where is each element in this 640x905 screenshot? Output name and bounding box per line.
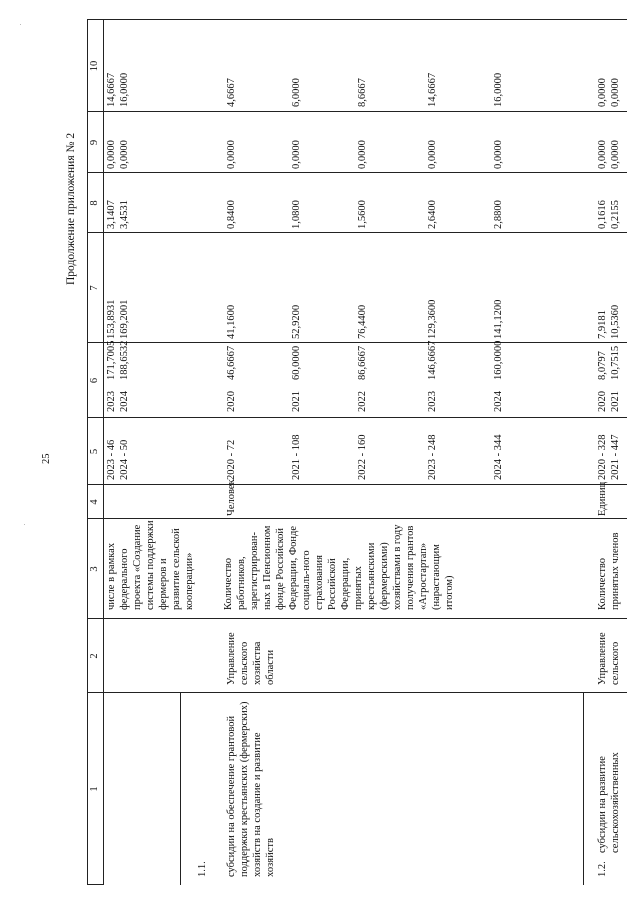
value-year: 2024 xyxy=(493,391,504,412)
row-1-2-section-number: 1.2. xyxy=(597,861,608,877)
row-divider-1-2 xyxy=(583,693,584,885)
unit-label-units: Единиц xyxy=(597,481,608,516)
row-1-1-activity-name: субсидии на обеспечение грантовой поддержки крестьянских (фермерских) хозяйств на создание и развитие хозяйств xyxy=(226,701,276,877)
row-1-2-responsible-executor: Управление сельского xyxy=(597,632,621,685)
value-col-7: 141,1200 xyxy=(493,299,504,339)
header-col-2: 2 xyxy=(89,653,100,659)
value-col-9: 0,0000 xyxy=(427,140,438,169)
row-1-1-responsible-executor: Управление сельского хозяйства области xyxy=(226,632,276,685)
value-year: 2022 xyxy=(357,391,368,412)
appendix-continuation-title: Продолжение приложения № 2 xyxy=(65,132,77,285)
header-row-separator xyxy=(103,20,104,885)
value-col-6: 171,7005 xyxy=(106,340,117,380)
value-year: 2020 xyxy=(226,391,237,412)
value-col-9: 0,0000 xyxy=(357,140,368,169)
value-col-8: 2,8800 xyxy=(493,200,504,229)
value-col-9: 0,0000 xyxy=(493,140,504,169)
value-col-9: 0,0000 xyxy=(291,140,302,169)
value-col-5: 2022 - 160 xyxy=(357,434,368,480)
col-sep-7 xyxy=(87,232,627,233)
row-1-1-target-indicator: Количество работников, зарегистрирован-ных в Пенсионном фонде Российской Федерации, Фонде социаль-ного страхования Российской Федерации, принятых крестьянскими (фермерскими) хозяйствами в году получения грантов «Агростартап» (нарастающим итогом) xyxy=(223,524,455,610)
value-col-5: 2021 - 447 xyxy=(610,434,621,480)
header-col-7: 7 xyxy=(89,285,100,291)
value-col-5: 2020 - 72 xyxy=(226,439,237,480)
value-col-8: 3,1407 xyxy=(106,200,117,229)
col-sep-9 xyxy=(87,111,627,112)
value-col-8: 0,1616 xyxy=(597,200,608,229)
value-col-7: 169,2001 xyxy=(119,299,130,339)
page-number: 25 xyxy=(41,453,52,464)
col-sep-6 xyxy=(87,342,627,343)
row-1-2-target-indicator: Количество принятых членов xyxy=(597,532,621,610)
value-col-6: 188,6532 xyxy=(119,340,130,380)
col-sep-8 xyxy=(87,172,627,173)
header-col-3: 3 xyxy=(89,566,100,572)
value-col-10: 0,0000 xyxy=(610,78,621,107)
value-col-9: 0,0000 xyxy=(597,140,608,169)
value-col-5: 2020 - 328 xyxy=(597,434,608,480)
value-year: 2020 xyxy=(597,391,608,412)
col-sep-10 xyxy=(87,19,627,20)
value-col-5: 2023 - 248 xyxy=(427,434,438,480)
col-sep-5 xyxy=(87,417,627,418)
col-sep-2 xyxy=(87,618,627,619)
value-col-10: 0,0000 xyxy=(597,78,608,107)
header-col-6: 6 xyxy=(89,377,100,384)
value-col-5: 2024 - 50 xyxy=(119,439,130,480)
col-sep-3 xyxy=(87,518,627,519)
value-col-8: 1,0800 xyxy=(291,200,302,229)
value-col-6: 46,6667 xyxy=(226,345,237,380)
col-sep-1 xyxy=(87,692,627,693)
value-col-6: 160,0000 xyxy=(493,340,504,380)
value-year: 2023 xyxy=(427,391,438,412)
value-col-8: 0,2155 xyxy=(610,200,621,229)
value-year: 2021 xyxy=(291,391,302,412)
value-year: 2023 xyxy=(106,391,117,412)
value-col-5: 2024 - 344 xyxy=(493,434,504,480)
header-col-1: 1 xyxy=(89,786,100,792)
row-1-1-section-number: 1.1. xyxy=(197,861,208,877)
header-col-10: 10 xyxy=(89,60,100,72)
value-col-8: 3,4531 xyxy=(119,200,130,229)
value-col-10: 6,0000 xyxy=(291,78,302,107)
value-year: 2021 xyxy=(610,391,621,412)
value-col-7: 7,9181 xyxy=(597,310,608,339)
value-col-9: 0,0000 xyxy=(106,140,117,169)
value-col-8: 0,8400 xyxy=(226,200,237,229)
header-col-4: 4 xyxy=(89,499,100,505)
value-col-6: 146,6667 xyxy=(427,340,438,380)
value-col-8: 1,5600 xyxy=(357,200,368,229)
value-col-10: 8,6667 xyxy=(357,78,368,107)
value-col-7: 76,4400 xyxy=(357,304,368,339)
value-col-7: 153,8931 xyxy=(106,299,117,339)
row-1-2-activity-name: субсидии на развитие сельскохозяйственных xyxy=(597,752,621,853)
scan-speck xyxy=(24,524,25,525)
value-col-10: 4,6667 xyxy=(226,78,237,107)
value-col-10: 16,0000 xyxy=(119,72,130,107)
value-col-7: 52,9200 xyxy=(291,304,302,339)
value-col-6: 8,0797 xyxy=(597,351,608,380)
value-col-5: 2023 - 46 xyxy=(106,439,117,480)
value-col-5: 2021 - 108 xyxy=(291,434,302,480)
value-year: 2024 xyxy=(119,391,130,412)
value-col-8: 2,6400 xyxy=(427,200,438,229)
value-col-10: 14,6667 xyxy=(427,72,438,107)
col-sep-4 xyxy=(87,484,627,485)
scan-speck xyxy=(20,24,21,25)
table-border-top xyxy=(87,20,88,885)
header-col-9: 9 xyxy=(89,139,100,146)
header-col-5: 5 xyxy=(89,448,100,455)
value-col-6: 10,7515 xyxy=(610,345,621,380)
value-col-9: 0,0000 xyxy=(226,140,237,169)
value-col-6: 86,6667 xyxy=(357,345,368,380)
value-col-10: 14,6667 xyxy=(106,72,117,107)
value-col-7: 41,1600 xyxy=(226,304,237,339)
value-col-7: 10,5360 xyxy=(610,304,621,339)
value-col-9: 0,0000 xyxy=(610,140,621,169)
row-divider-1-1 xyxy=(180,693,181,885)
unit-label-people: Человек xyxy=(226,479,237,516)
value-col-6: 60,0000 xyxy=(291,345,302,380)
header-col-8: 8 xyxy=(89,200,100,206)
value-col-10: 16,0000 xyxy=(493,72,504,107)
value-col-9: 0,0000 xyxy=(119,140,130,169)
value-col-7: 129,3600 xyxy=(427,299,438,339)
top-fragment-indicator: числе в рамках федерального проекта «Создание системы поддержки фермеров и развитие сельской кооперации» xyxy=(106,520,195,610)
